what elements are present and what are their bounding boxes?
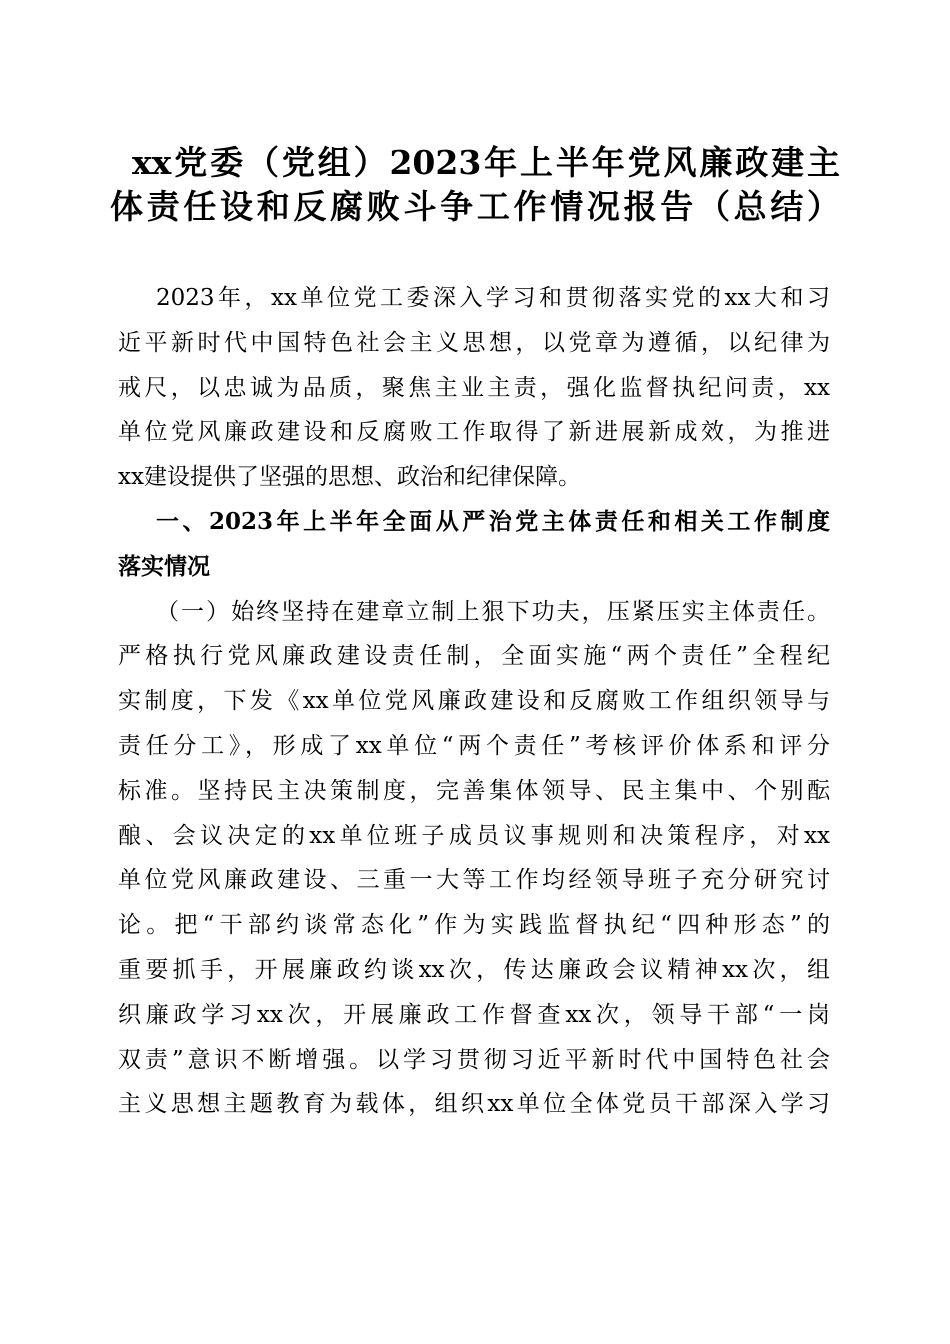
text-line: 双责”意识不断增强。以学习贯彻习近平新时代中国特色社会 — [118, 1046, 830, 1073]
section-heading-1 — [118, 500, 830, 590]
text-line: （一）始终坚持在建章立制上狠下功夫，压紧压实主体责任。 — [156, 598, 830, 625]
text-line: 戒尺，以忠诚为品质，聚焦主业主责，强化监督执纪问责，xx — [118, 374, 830, 401]
title-line-2: 体责任设和反腐败斗争工作情况报告（总结） — [110, 187, 840, 226]
text-line: 近平新时代中国特色社会主义思想，以党章为遵循，以纪律为 — [118, 329, 830, 356]
text-line: 严格执行党风廉政建设责任制，全面实施“两个责任”全程纪 — [118, 643, 830, 670]
paragraph-section-1-1 — [118, 590, 830, 1128]
text-line: 论。把“干部约谈常态化”作为实践监督执纪“四种形态”的 — [118, 912, 830, 939]
heading-line: 落实情况 — [118, 552, 210, 580]
text-line: 实制度，下发《xx单位党风廉政建设和反腐败工作组织领导与 — [118, 688, 830, 715]
text-line: 责任分工》，形成了xx单位“两个责任”考核评价体系和评分 — [118, 732, 830, 759]
title-line-1: xx党委（党组）2023年上半年党风廉政建主 — [132, 143, 840, 182]
document-body — [118, 276, 830, 1127]
text-line: 单位党风廉政建设和反腐败工作取得了新进展新成效，为推进 — [118, 419, 830, 446]
text-line: 单位党风廉政建设、三重一大等工作均经领导班子充分研究讨 — [118, 867, 830, 894]
text-line: 酿、会议决定的xx单位班子成员议事规则和决策程序，对xx — [118, 822, 830, 849]
text-line: 织廉政学习xx次，开展廉政工作督查xx次，领导干部“一岗 — [118, 1001, 830, 1028]
text-line: 重要抓手，开展廉政约谈xx次，传达廉政会议精神xx次，组 — [118, 956, 830, 983]
text-line: xx建设提供了坚强的思想、政治和纪律保障。 — [118, 464, 581, 491]
text-line: 主义思想主题教育为载体，组织xx单位全体党员干部深入学习 — [118, 1091, 830, 1118]
text-line: 2023年，xx单位党工委深入学习和贯彻落实党的xx大和习 — [156, 285, 830, 311]
text-line: 标准。坚持民主决策制度，完善集体领导、民主集中、个别酝 — [118, 777, 830, 804]
document-title — [110, 141, 840, 229]
heading-line: 一、2023年上半年全面从严治党主体责任和相关工作制度 — [156, 507, 830, 535]
paragraph-intro — [118, 276, 830, 500]
